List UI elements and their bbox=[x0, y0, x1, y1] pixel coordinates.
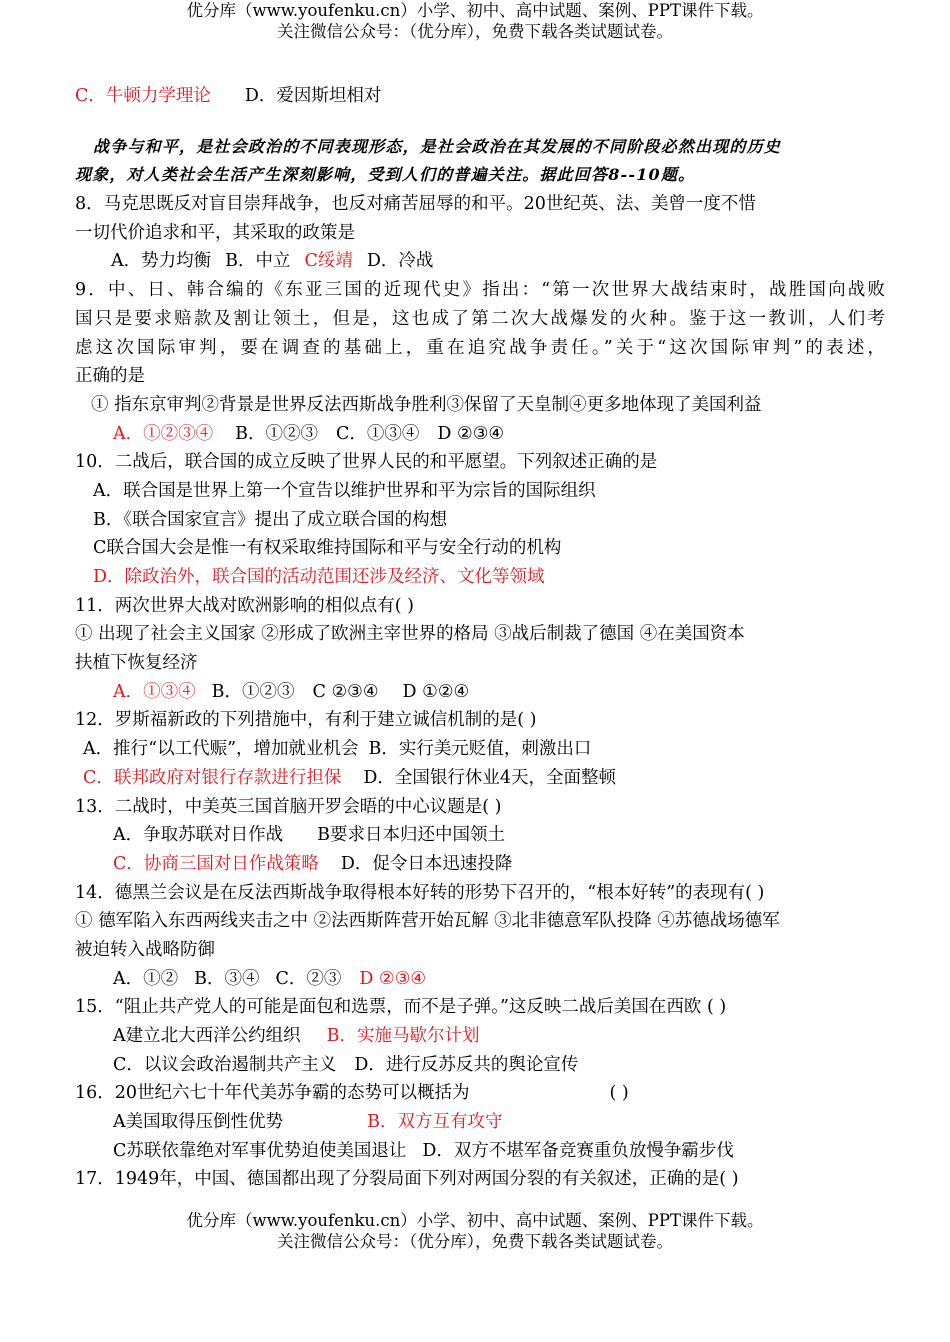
q16-option-c: C苏联依靠绝对军事优势迫使美国退让 bbox=[113, 1140, 407, 1161]
q11-options bbox=[75, 678, 885, 707]
q10-option-b: B．《联合国家宣言》提出了成立联合国的构想 bbox=[93, 509, 448, 530]
q15-stem: 15．“阻止共产党人的可能是面包和选票，而不是子弹。”这反映二战后美国在西欧 ( ) bbox=[75, 997, 727, 1018]
q12-option-d: D．全国银行休业4天，全面整顿 bbox=[363, 767, 617, 788]
q14-items-1: ① 德军陷入东西两线夹击之中 ②法西斯阵营开始瓦解 ③北非德意军队投降 ④苏德战场德军 bbox=[75, 911, 780, 932]
q7-option-d: D．爱因斯坦相对 bbox=[244, 86, 382, 106]
q12-option-c: C．联邦政府对银行存款进行担保 bbox=[83, 767, 342, 788]
q8-option-c: C绥靖 bbox=[304, 251, 353, 272]
q8-option-a: A．势力均衡 bbox=[111, 251, 212, 272]
q13-option-a: A．争取苏联对日作战 bbox=[113, 825, 284, 846]
q9-items: ① 指东京审判②背景是世界反法西斯战争胜利③保留了天皇制④更多地体现了美国利益 bbox=[91, 394, 762, 415]
q9-option-a: A．①②③④ bbox=[113, 423, 214, 444]
q9-stem-2: 国只是要求赔款及割让领土，但是，这也成了第二次大战爆发的火种。鉴于这一教训，人们考 bbox=[75, 308, 885, 329]
q14-option-b: B．③④ bbox=[194, 968, 260, 989]
q8-option-d: D．冷战 bbox=[366, 251, 434, 272]
q11-items-1: ① 出现了社会主义国家 ②形成了欧洲主宰世界的格局 ③战后制裁了德国 ④在美国资本 bbox=[75, 624, 745, 645]
q8-stem-1: 8．马克思既反对盲目崇拜战争，也反对痛苦屈辱的和平。20世纪英、法、美曾一度不惜 bbox=[75, 194, 756, 215]
q14-stem: 14．德黑兰会议是在反法西斯战争取得根本好转的形势下召开的，“根本好转”的表现有( ) bbox=[75, 882, 765, 903]
q16-options-ab bbox=[75, 1108, 885, 1137]
q10-option-c: C联合国大会是惟一有权采取维持国际和平与安全行动的机构 bbox=[93, 538, 562, 559]
q16-stem: 16．20世纪六七十年代美苏争霸的态势可以概括为 bbox=[75, 1083, 470, 1104]
q11-option-b: B．①②③ bbox=[211, 681, 295, 702]
intro-line-2: 现象，对人类社会生活产生深刻影响，受到人们的普遍关注。据此回答8--10题。 bbox=[75, 165, 696, 185]
q16-option-d: D．双方不堪军备竞赛重负放慢争霸步伐 bbox=[422, 1140, 734, 1161]
q14-option-a: A．①② bbox=[113, 968, 179, 989]
q11-stem: 11．两次世界大战对欧洲影响的相似点有( ) bbox=[75, 595, 414, 616]
footer-line-2: 关注微信公众号：（优分库），免费下载各类试题试卷。 bbox=[277, 1232, 673, 1251]
q12-option-a: A．推行“以工代赈”，增加就业机会 bbox=[83, 739, 359, 760]
q14-option-c: C．②③ bbox=[275, 968, 342, 989]
q14-option-d: D ②③④ bbox=[359, 968, 427, 989]
q8-option-b: B．中立 bbox=[225, 251, 291, 272]
q15-option-a: A建立北大西洋公约组织 bbox=[113, 1026, 301, 1046]
q11-items-2: 扶植下恢复经济 bbox=[75, 653, 198, 674]
q12-options-ab bbox=[75, 735, 885, 764]
q12-stem: 12．罗斯福新政的下列措施中，有利于建立诚信机制的是( ) bbox=[75, 710, 537, 731]
q16-answer-paren: ( ) bbox=[609, 1083, 629, 1104]
q8-stem-2: 一切代价追求和平，其采取的政策是 bbox=[75, 222, 355, 243]
q13-options-ab bbox=[75, 821, 885, 850]
q13-options-cd bbox=[75, 850, 885, 879]
page-header bbox=[0, 0, 950, 42]
q13-option-d: D．促令日本迅速投降 bbox=[340, 853, 513, 874]
q12-options-cd bbox=[75, 764, 885, 793]
q10-stem: 10．二战后，联合国的成立反映了世界人民的和平愿望。下列叙述正确的是 bbox=[75, 452, 658, 473]
q15-option-d: D．进行反苏反共的舆论宣传 bbox=[354, 1054, 579, 1075]
q9-options bbox=[75, 420, 885, 449]
q13-option-b: B要求日本归还中国领土 bbox=[317, 825, 505, 846]
q16-stem-line bbox=[75, 1079, 885, 1108]
q14-options bbox=[75, 965, 885, 994]
header-line-2: 关注微信公众号：（优分库），免费下载各类试题试卷。 bbox=[277, 22, 673, 41]
intro-line-1: 战争与和平，是社会政治的不同表现形态，是社会政治在其发展的不同阶段必然出现的历史 bbox=[93, 136, 782, 156]
q8-options bbox=[75, 247, 885, 276]
q13-stem: 13．二战时，中美英三国首脑开罗会晤的中心议题是( ) bbox=[75, 796, 502, 817]
q14-items-2: 被迫转入战略防御 bbox=[75, 939, 215, 960]
q9-option-c: C．①③④ bbox=[336, 423, 420, 444]
header-line-1: 优分库（www.youfenku.cn）小学、初中、高中试题、案例、PPT课件下载。 bbox=[186, 1, 764, 20]
q9-stem-4: 正确的是 bbox=[75, 366, 145, 387]
q9-option-d: D ②③④ bbox=[437, 423, 505, 444]
q11-option-d: D ①②④ bbox=[402, 681, 470, 702]
q13-option-c: C．协商三国对日作战策略 bbox=[113, 853, 319, 874]
q9-stem-1: 9．中、日、韩合编的《东亚三国的近现代史》指出：“第一次世界大战结束时，战胜国向战败 bbox=[75, 280, 885, 301]
q15-option-c: C．以议会政治遏制共产主义 bbox=[113, 1054, 337, 1075]
q17-stem: 17．1949年，中国、德国都出现了分裂局面下列对两国分裂的有关叙述，正确的是( ) bbox=[75, 1169, 739, 1190]
question-content bbox=[75, 82, 885, 1194]
q15-options-ab bbox=[75, 1022, 885, 1051]
q11-option-c: C ②③④ bbox=[312, 681, 379, 702]
q10-option-a: A．联合国是世界上第一个宣告以维护世界和平为宗旨的国际组织 bbox=[93, 480, 596, 501]
q15-option-b: B．实施马歇尔计划 bbox=[326, 1026, 480, 1046]
q12-option-b: B．实行美元贬值，刺激出口 bbox=[368, 739, 592, 760]
q15-options-cd bbox=[75, 1051, 885, 1080]
q16-options-cd bbox=[75, 1137, 885, 1166]
q9-option-b: B．①②③ bbox=[235, 423, 319, 444]
q11-option-a: A．①③④ bbox=[113, 681, 196, 702]
q9-stem-3: 虑这次国际审判，要在调查的基础上，重在追究战争责任。”关于“这次国际审判”的表述， bbox=[75, 337, 885, 358]
page-footer bbox=[0, 1210, 950, 1252]
q16-option-a: A美国取得压倒性优势 bbox=[113, 1112, 284, 1133]
q10-option-d: D．除政治外，联合国的活动范围还涉及经济、文化等领域 bbox=[93, 567, 545, 587]
q7-options bbox=[75, 82, 885, 111]
footer-line-1: 优分库（www.youfenku.cn）小学、初中、高中试题、案例、PPT课件下载。 bbox=[186, 1211, 764, 1230]
q16-option-b: B．双方互有攻守 bbox=[367, 1112, 503, 1133]
q7-option-c: C．牛顿力学理论 bbox=[75, 86, 211, 106]
